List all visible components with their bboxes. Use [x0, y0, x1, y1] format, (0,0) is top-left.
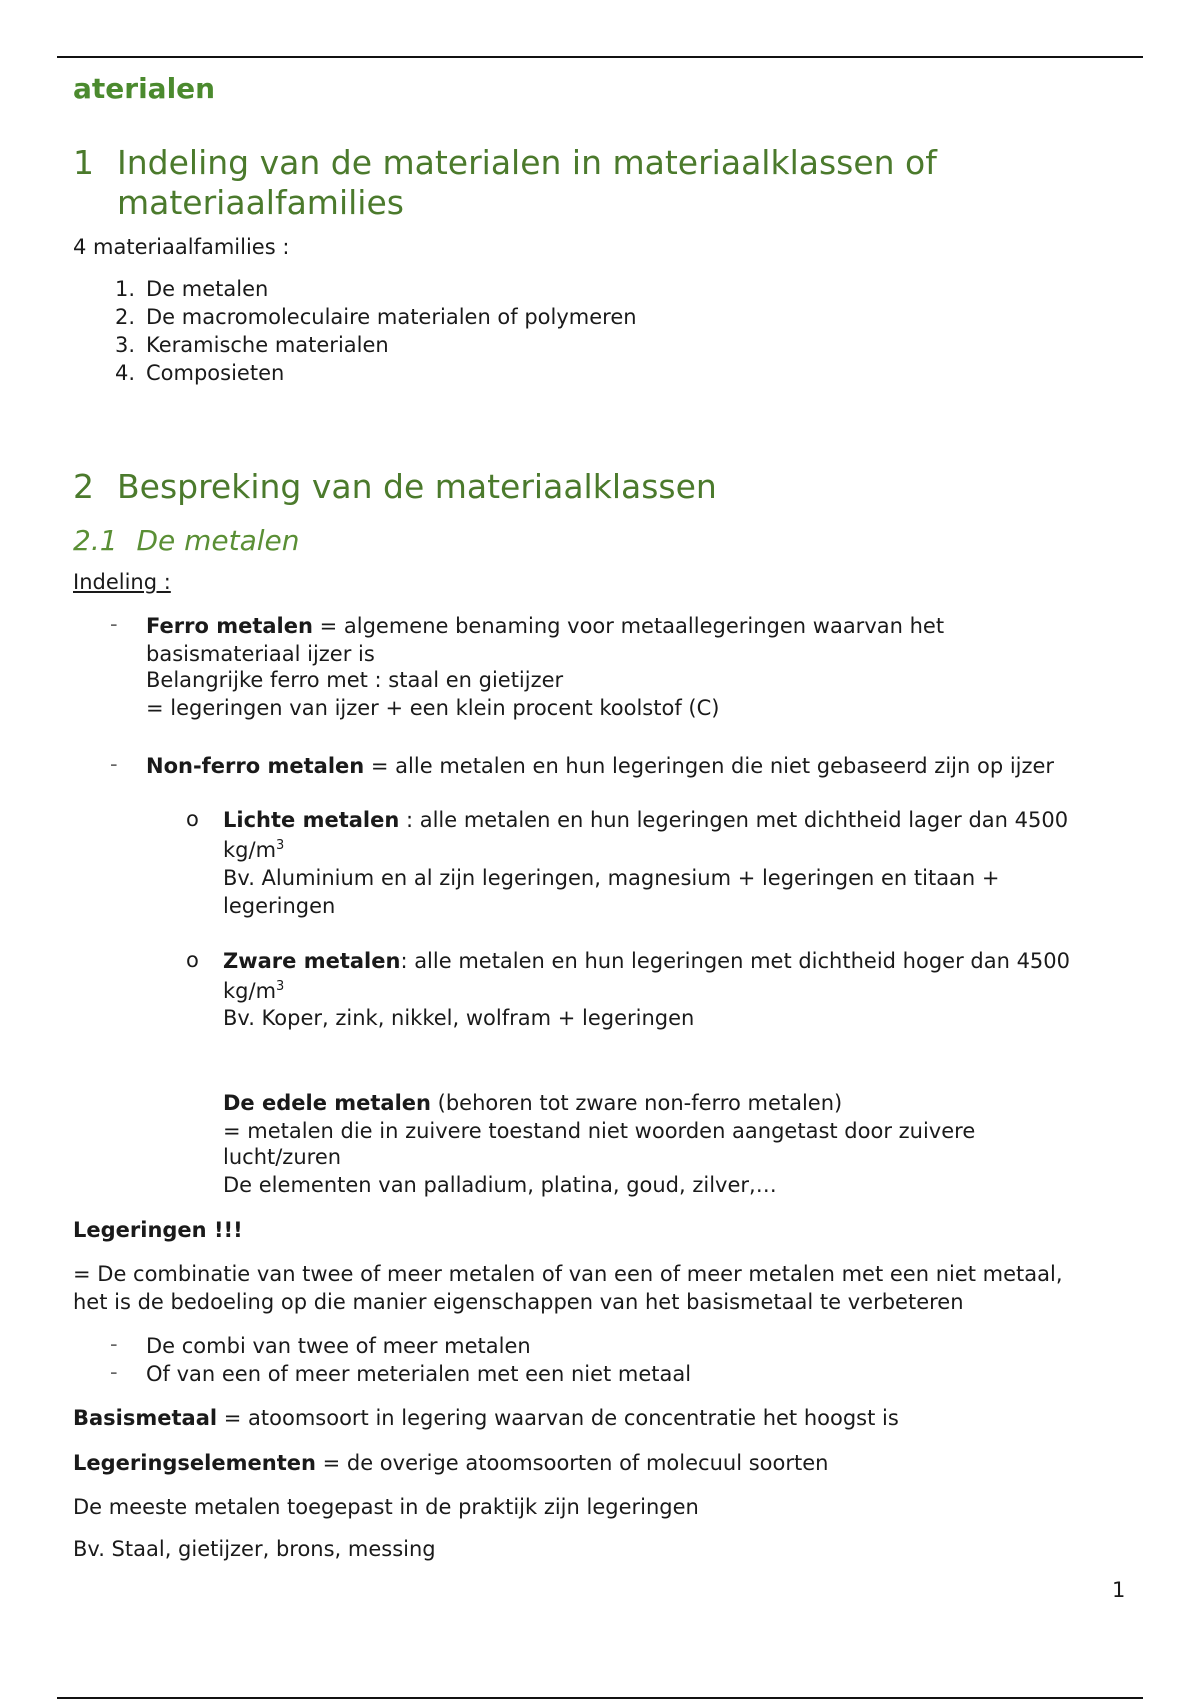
nonferro-term: Non-ferro metalen [146, 754, 365, 778]
list-text: De metalen [146, 277, 269, 301]
ferro-line1 [146, 612, 944, 640]
legeringen-def-line2: het is de bedoeling op die manier eigenschappen van het basismetaal te verbeteren [73, 1290, 964, 1314]
voorbeeld-line: Bv. Staal, gietijzer, brons, messing [73, 1537, 436, 1561]
edele-line3: lucht/zuren [223, 1145, 342, 1169]
lichte-line3: Bv. Aluminium en al zijn legeringen, magnesium + legeringen en titaan + [223, 866, 1000, 890]
subsection-title: De metalen [136, 524, 300, 557]
ferro-line3: Belangrijke ferro met : staal en gietijzer [146, 668, 564, 692]
zware-line3: Bv. Koper, zink, nikkel, wolfram + legeringen [223, 1006, 695, 1030]
circle-bullet: o [186, 807, 199, 831]
unit-superscript: 3 [276, 979, 285, 994]
list-item: Of van een of meer meterialen met een niet metaal [146, 1362, 692, 1386]
lichte-definition: : alle metalen en hun legeringen met dichtheid lager dan 4500 [399, 808, 1069, 832]
list-text: De macromoleculaire materialen of polymeren [146, 305, 637, 329]
legeringselementen-term: Legeringselementen [73, 1451, 316, 1475]
bottom-rule [57, 1697, 1143, 1699]
list-text: Keramische materialen [146, 333, 389, 357]
edele-note: (behoren tot zware non-ferro metalen) [430, 1091, 843, 1115]
lichte-line1 [223, 806, 1068, 834]
section-2-title: Bespreking van de materiaalklassen [117, 467, 717, 506]
dash-bullet: - [110, 752, 118, 776]
list-number: 1. [114, 277, 135, 301]
legeringselementen-definition: = de overige atoomsoorten of molecuul soorten [315, 1451, 829, 1475]
zware-definition: : alle metalen en hun legeringen met dichtheid hoger dan 4500 [400, 949, 1071, 973]
families-intro: 4 materiaalfamilies : [73, 235, 290, 259]
basismetaal-definition: = atoomsoort in legering waarvan de concentratie het hoogst is [217, 1406, 899, 1430]
dash-bullet: - [110, 1360, 118, 1384]
list-item: De combi van twee of meer metalen [146, 1334, 531, 1358]
unit-text: kg/m [223, 979, 277, 1003]
legeringen-heading: Legeringen !!! [73, 1218, 243, 1242]
list-number: 4. [114, 361, 135, 385]
list-number: 2. [114, 305, 135, 329]
indeling-label: Indeling : [73, 570, 171, 594]
edele-line1 [223, 1089, 842, 1117]
unit-text: kg/m [223, 838, 277, 862]
basismetaal-line [73, 1404, 899, 1432]
edele-term: De edele metalen [223, 1091, 431, 1115]
top-rule [57, 56, 1143, 58]
ferro-term: Ferro metalen [146, 614, 313, 638]
lichte-line4: legeringen [223, 894, 336, 918]
meeste-metalen-line: De meeste metalen toegepast in de praktijk zijn legeringen [73, 1495, 699, 1519]
zware-term: Zware metalen [223, 949, 401, 973]
legeringen-def-line1: = De combinatie van twee of meer metalen of van een of meer metalen met een niet metaal, [73, 1262, 1063, 1286]
lichte-unit [223, 836, 284, 864]
section-2-number: 2 [73, 467, 94, 506]
basismetaal-term: Basismetaal [73, 1406, 218, 1430]
circle-bullet: o [186, 948, 199, 972]
section-1-title-line1: Indeling van de materialen in materiaalklassen of [117, 143, 937, 182]
ferro-line2: basismateriaal ijzer is [146, 642, 375, 666]
zware-unit [223, 977, 284, 1005]
page-number: 1 [1112, 1578, 1126, 1602]
nonferro-definition: = alle metalen en hun legeringen die niet gebaseerd zijn op ijzer [364, 754, 1055, 778]
section-1-number: 1 [73, 143, 94, 182]
dash-bullet: - [110, 612, 118, 636]
subsection-number: 2.1 [73, 524, 118, 557]
unit-superscript: 3 [276, 838, 285, 853]
dash-bullet: - [110, 1332, 118, 1356]
list-number: 3. [114, 333, 135, 357]
document-title: aterialen [73, 72, 216, 105]
ferro-definition: = algemene benaming voor metaallegeringen waarvan het [312, 614, 945, 638]
nonferro-line [146, 752, 1054, 780]
edele-line2: = metalen die in zuivere toestand niet woorden aangetast door zuivere [223, 1119, 976, 1143]
section-1-title-line2: materiaalfamilies [117, 183, 404, 222]
edele-line4: De elementen van palladium, platina, goud, zilver,… [223, 1173, 777, 1197]
lichte-term: Lichte metalen [223, 808, 400, 832]
legeringselementen-line [73, 1449, 828, 1477]
subsection-2-1-heading [73, 524, 300, 557]
zware-line1 [223, 947, 1070, 975]
list-text: Composieten [146, 361, 285, 385]
ferro-line4: = legeringen van ijzer + een klein procent koolstof (C) [146, 696, 720, 720]
